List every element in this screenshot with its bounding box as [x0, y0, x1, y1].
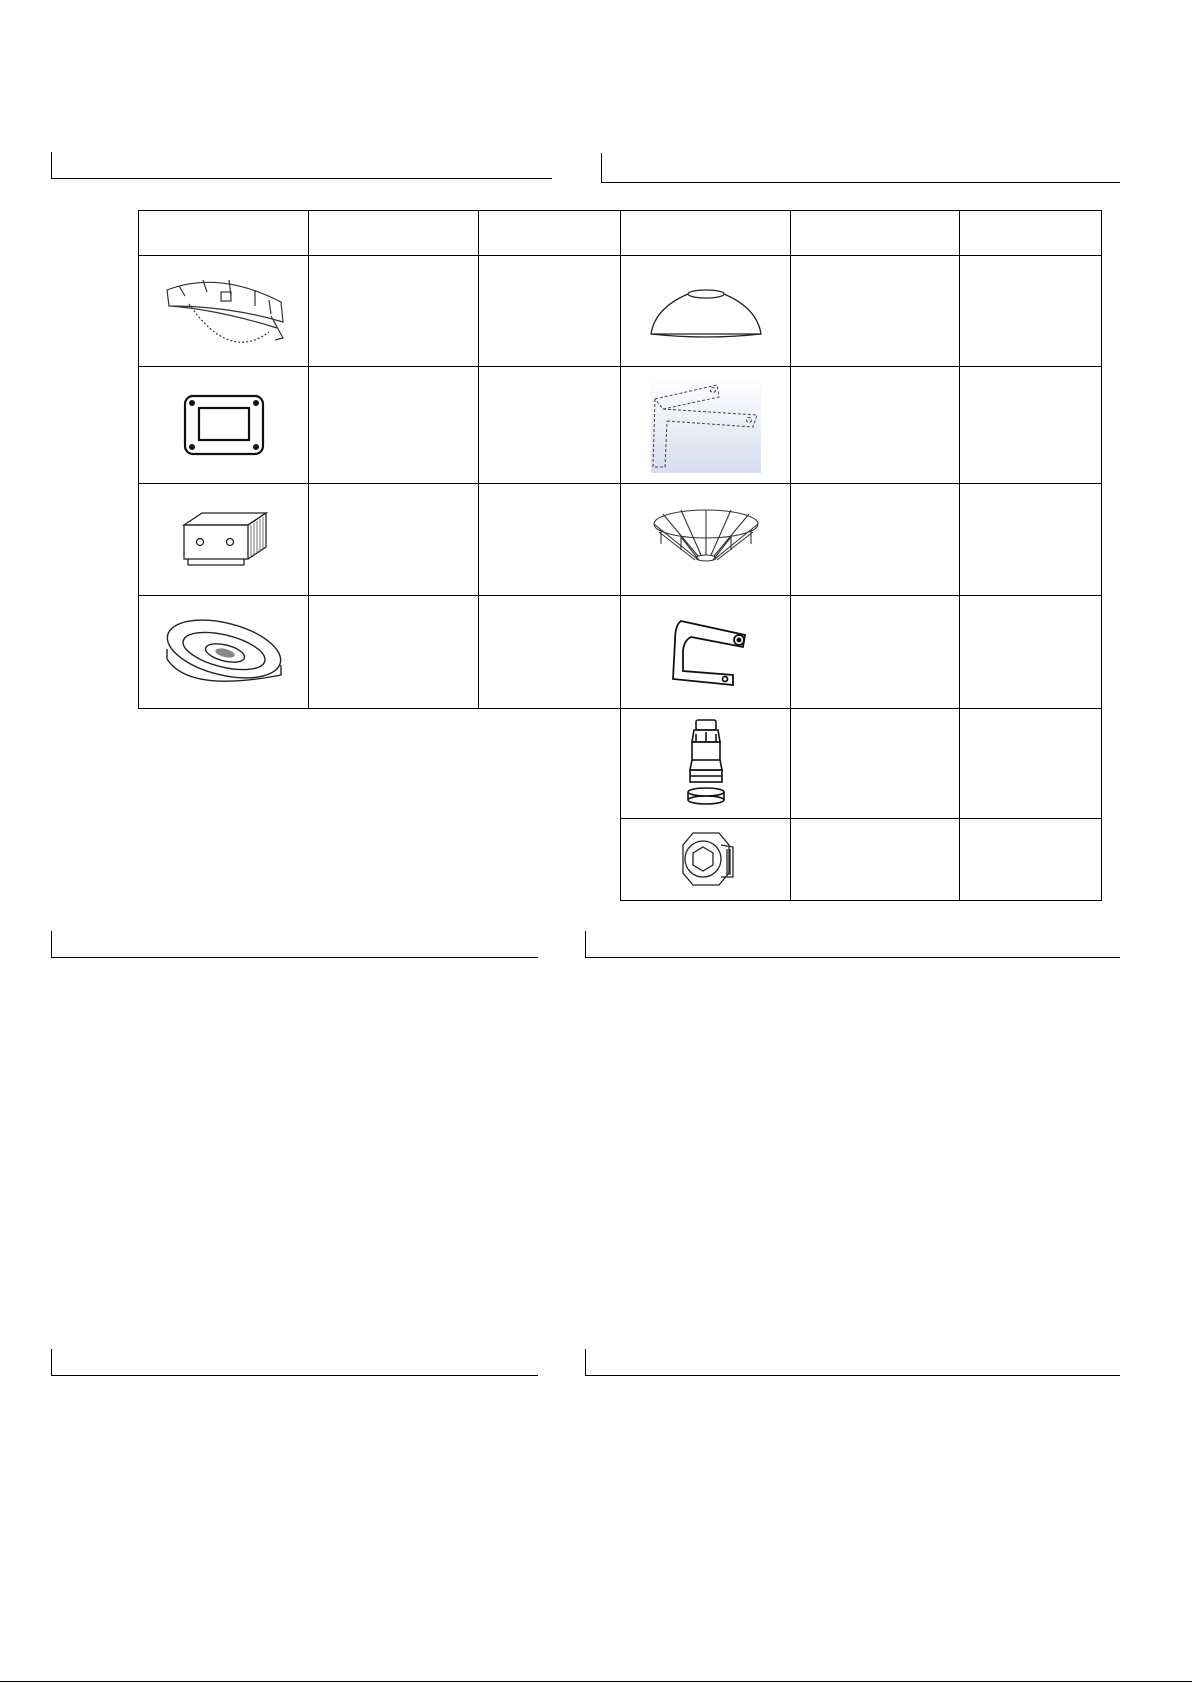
header-cell-name-left — [309, 211, 479, 256]
part-name-cell — [309, 596, 479, 709]
table-row — [139, 819, 1102, 901]
u-bracket-icon — [651, 607, 761, 697]
part-image-cell — [139, 484, 309, 596]
part-image-cell — [139, 367, 309, 484]
empty-cell — [139, 819, 309, 901]
part-name-cell — [791, 819, 960, 901]
part-qty-cell — [479, 256, 621, 367]
header-cell-image-right — [621, 211, 791, 256]
mounting-bracket-icon — [641, 375, 771, 475]
header-cell-name-right — [791, 211, 960, 256]
part-image-cell — [621, 367, 791, 484]
header-cell-qty-right — [960, 211, 1102, 256]
part-image-cell — [139, 256, 309, 367]
part-qty-cell — [960, 819, 1102, 901]
part-qty-cell — [960, 256, 1102, 367]
section-heading-bracket-top-right — [601, 153, 1120, 183]
lamp-ring-icon — [159, 607, 289, 697]
page-bottom-rule — [0, 1681, 1192, 1682]
empty-cell — [479, 709, 621, 819]
part-image-cell — [139, 596, 309, 709]
part-qty-cell — [960, 596, 1102, 709]
part-name-cell — [791, 484, 960, 596]
part-name-cell — [309, 367, 479, 484]
part-qty-cell — [960, 484, 1102, 596]
part-qty-cell — [960, 709, 1102, 819]
part-image-cell — [621, 819, 791, 901]
reflector-dome-icon — [641, 276, 771, 346]
part-name-cell — [791, 256, 960, 367]
empty-cell — [309, 819, 479, 901]
part-name-cell — [309, 484, 479, 596]
driver-box-icon — [179, 390, 269, 460]
part-qty-cell — [479, 484, 621, 596]
part-name-cell — [791, 709, 960, 819]
part-image-cell — [621, 484, 791, 596]
cable-gland-icon — [676, 716, 736, 812]
part-qty-cell — [960, 367, 1102, 484]
part-qty-cell — [479, 367, 621, 484]
part-image-cell — [621, 256, 791, 367]
wire-guard-icon — [641, 500, 771, 580]
table-row — [139, 367, 1102, 484]
parts-list-table — [138, 210, 1102, 901]
header-cell-image-left — [139, 211, 309, 256]
table-row — [139, 596, 1102, 709]
section-heading-bracket-mid-right — [585, 931, 1120, 958]
empty-cell — [479, 819, 621, 901]
part-qty-cell — [479, 596, 621, 709]
part-name-cell — [309, 256, 479, 367]
part-name-cell — [791, 596, 960, 709]
lamp-housing-icon — [159, 266, 289, 356]
part-name-cell — [791, 367, 960, 484]
section-heading-bracket-low-right — [585, 1349, 1120, 1376]
header-cell-qty-left — [479, 211, 621, 256]
hex-plug-icon — [671, 827, 741, 893]
section-heading-bracket-low-left — [51, 1349, 538, 1376]
table-row — [139, 709, 1102, 819]
empty-cell — [309, 709, 479, 819]
table-header-row — [139, 211, 1102, 256]
empty-cell — [139, 709, 309, 819]
part-image-cell — [621, 709, 791, 819]
table-row — [139, 484, 1102, 596]
section-heading-bracket-mid-left — [51, 931, 538, 958]
heatsink-icon — [174, 505, 274, 575]
part-image-cell — [621, 596, 791, 709]
section-heading-bracket-top-left — [51, 152, 552, 179]
table-row — [139, 256, 1102, 367]
